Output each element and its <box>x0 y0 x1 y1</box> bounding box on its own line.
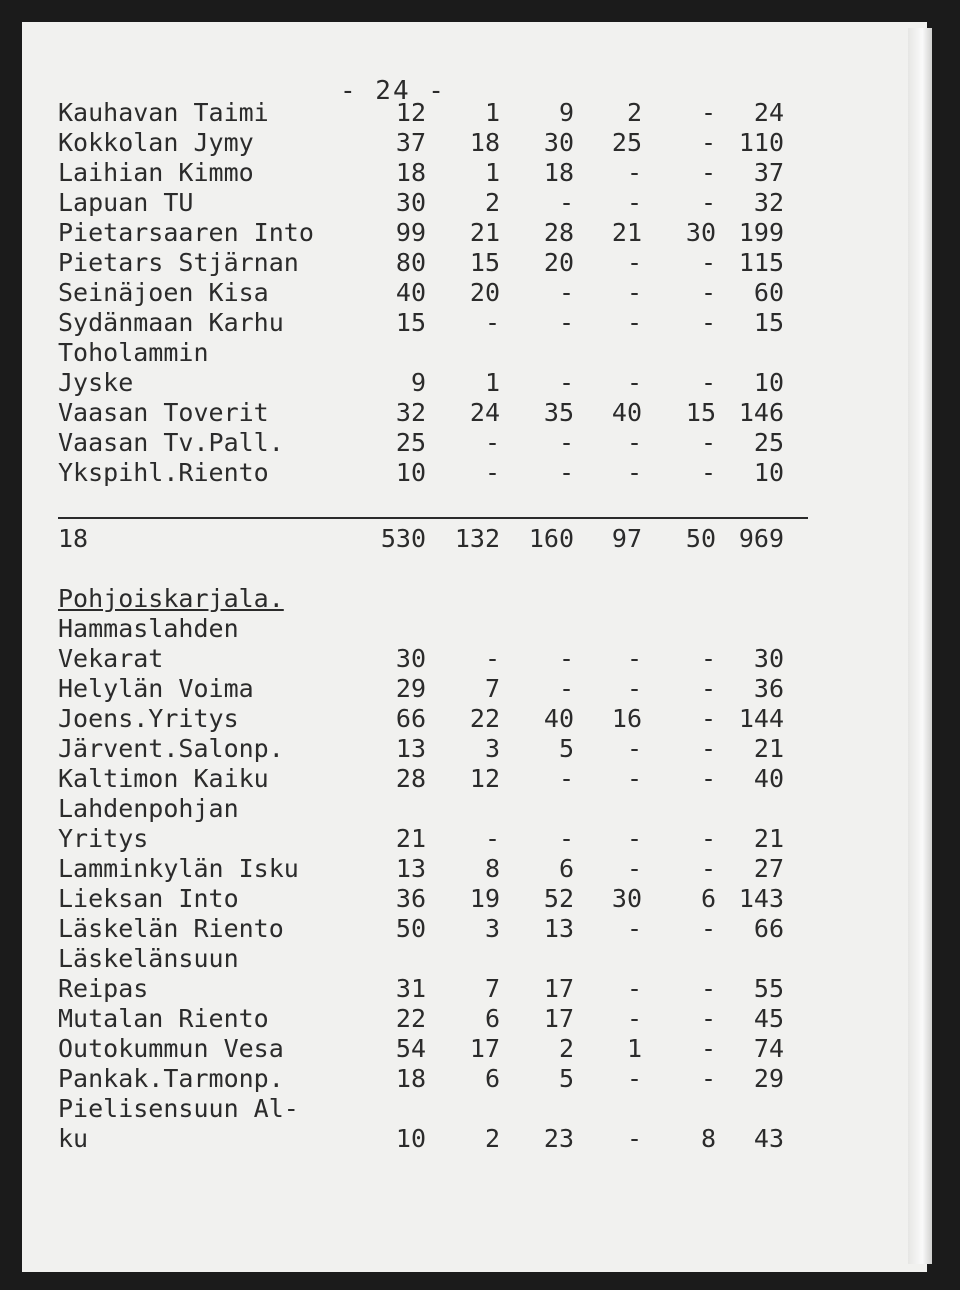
table-cell: 74 <box>753 1034 784 1063</box>
row-label: Hammaslahden <box>58 614 239 643</box>
table-cell: 9 <box>410 368 426 397</box>
table-cell: 6 <box>484 1004 500 1033</box>
table-cell: 37 <box>753 158 784 187</box>
table-cell: 30 <box>395 644 426 673</box>
row-label: Vekarat <box>58 644 164 673</box>
table-cell: 7 <box>484 674 500 703</box>
row-label: Lieksan Into <box>58 884 239 913</box>
table-cell: - <box>700 458 716 487</box>
table-cell: - <box>484 428 500 457</box>
table-cell: 13 <box>395 854 426 883</box>
table-cell: - <box>700 98 716 127</box>
table-cell: - <box>700 158 716 187</box>
table-cell: - <box>626 914 642 943</box>
table-cell: - <box>558 308 574 337</box>
table-cell: 37 <box>395 128 426 157</box>
table-cell: 1 <box>626 1034 642 1063</box>
table-cell: - <box>700 308 716 337</box>
table-cell: 6 <box>484 1064 500 1093</box>
table-cell: 2 <box>626 98 642 127</box>
page-edge <box>908 28 932 1264</box>
table-cell: - <box>700 674 716 703</box>
row-label: Läskelänsuun <box>58 944 239 973</box>
row-label: Pietarsaaren Into <box>58 218 314 247</box>
table-cell: - <box>626 188 642 217</box>
table-cell: 40 <box>611 398 642 427</box>
table-cell: 15 <box>685 398 716 427</box>
table-cell: 19 <box>469 884 500 913</box>
table-cell: - <box>626 674 642 703</box>
table-cell: - <box>558 428 574 457</box>
table-cell: 27 <box>753 854 784 883</box>
table-cell: - <box>626 824 642 853</box>
row-label: Pankak.Tarmonp. <box>58 1064 284 1093</box>
row-label: Järvent.Salonp. <box>58 734 284 763</box>
table-cell: - <box>700 734 716 763</box>
table-cell: 55 <box>753 974 784 1003</box>
table-cell: - <box>626 734 642 763</box>
table-cell: 35 <box>543 398 574 427</box>
row-label: Kauhavan Taimi <box>58 98 269 127</box>
table-cell: 30 <box>543 128 574 157</box>
table-cell: 8 <box>484 854 500 883</box>
table-cell: - <box>626 158 642 187</box>
table-cell: - <box>626 308 642 337</box>
table-cell: 21 <box>753 824 784 853</box>
table-cell: 530 <box>380 524 426 553</box>
table-cell: 40 <box>753 764 784 793</box>
row-label: Kokkolan Jymy <box>58 128 254 157</box>
table-cell: 160 <box>528 524 574 553</box>
table-cell: 17 <box>543 974 574 1003</box>
table-cell: 143 <box>738 884 784 913</box>
table-cell: 5 <box>558 1064 574 1093</box>
table-cell: - <box>700 824 716 853</box>
table-cell: - <box>700 704 716 733</box>
table-cell: 30 <box>753 644 784 673</box>
table-cell: - <box>558 644 574 673</box>
table-cell: 29 <box>753 1064 784 1093</box>
table-cell: 10 <box>753 458 784 487</box>
table-cell: - <box>626 368 642 397</box>
table-cell: 36 <box>395 884 426 913</box>
table-cell: 30 <box>611 884 642 913</box>
table-cell: 2 <box>484 1124 500 1153</box>
table-cell: 21 <box>611 218 642 247</box>
row-label: Lapuan TU <box>58 188 194 217</box>
table-cell: 21 <box>753 734 784 763</box>
table-cell: - <box>700 368 716 397</box>
table-cell: - <box>700 854 716 883</box>
table-cell: 30 <box>685 218 716 247</box>
table-cell: 110 <box>738 128 784 157</box>
table-cell: 20 <box>543 248 574 277</box>
table-cell: 144 <box>738 704 784 733</box>
table-cell: 2 <box>484 188 500 217</box>
table-cell: - <box>700 428 716 457</box>
row-label: Laihian Kimmo <box>58 158 254 187</box>
table-cell: 15 <box>753 308 784 337</box>
table-cell: - <box>700 974 716 1003</box>
table-cell: - <box>558 764 574 793</box>
table-cell: 1 <box>484 368 500 397</box>
table-cell: 8 <box>700 1124 716 1153</box>
table-cell: 50 <box>395 914 426 943</box>
table-cell: - <box>626 1064 642 1093</box>
table-cell: - <box>626 1004 642 1033</box>
table-cell: 25 <box>611 128 642 157</box>
table-cell: - <box>484 824 500 853</box>
table-cell: 18 <box>395 1064 426 1093</box>
table-cell: 36 <box>753 674 784 703</box>
table-cell: 15 <box>395 308 426 337</box>
table-cell: 66 <box>395 704 426 733</box>
table-cell: - <box>626 278 642 307</box>
table-cell: - <box>558 368 574 397</box>
table-cell: 199 <box>738 218 784 247</box>
table-cell: - <box>700 278 716 307</box>
table-cell: 25 <box>395 428 426 457</box>
table-cell: - <box>558 458 574 487</box>
table-cell: - <box>700 1064 716 1093</box>
total-rule <box>58 517 808 519</box>
table-cell: - <box>700 1004 716 1033</box>
table-cell: 5 <box>558 734 574 763</box>
row-label: Lahdenpohjan <box>58 794 239 823</box>
row-label: Ykspihl.Riento <box>58 458 269 487</box>
table-cell: - <box>484 458 500 487</box>
table-cell: - <box>700 644 716 673</box>
table-cell: 54 <box>395 1034 426 1063</box>
table-cell: 1 <box>484 158 500 187</box>
table-cell: - <box>626 458 642 487</box>
table-cell: 18 <box>543 158 574 187</box>
table-cell: 969 <box>738 524 784 553</box>
table-cell: - <box>700 128 716 157</box>
table-cell: 50 <box>685 524 716 553</box>
table-cell: 60 <box>753 278 784 307</box>
table-cell: 52 <box>543 884 574 913</box>
row-label: Sydänmaan Karhu <box>58 308 284 337</box>
table-cell: - <box>700 764 716 793</box>
row-label: Toholammin <box>58 338 209 367</box>
table-cell: 28 <box>543 218 574 247</box>
row-label: 18 <box>58 524 89 553</box>
table-cell: 3 <box>484 734 500 763</box>
page-number: - 24 - <box>340 76 446 106</box>
table-cell: 21 <box>469 218 500 247</box>
table-cell: - <box>700 248 716 277</box>
table-cell: 22 <box>469 704 500 733</box>
table-cell: 23 <box>543 1124 574 1153</box>
table-cell: - <box>558 824 574 853</box>
table-cell: 1 <box>484 98 500 127</box>
table-cell: 13 <box>395 734 426 763</box>
table-cell: 20 <box>469 278 500 307</box>
row-label: Outokummun Vesa <box>58 1034 284 1063</box>
table-cell: 3 <box>484 914 500 943</box>
table-cell: 21 <box>395 824 426 853</box>
row-label: Reipas <box>58 974 149 1003</box>
table-cell: 66 <box>753 914 784 943</box>
table-cell: - <box>700 188 716 217</box>
table-cell: 80 <box>395 248 426 277</box>
table-cell: - <box>484 644 500 673</box>
table-cell: 12 <box>469 764 500 793</box>
row-label: Jyske <box>58 368 134 397</box>
table-cell: - <box>626 428 642 457</box>
table-cell: 12 <box>395 98 426 127</box>
row-label: Pielisensuun Al- <box>58 1094 299 1123</box>
table-cell: 99 <box>395 218 426 247</box>
table-cell: - <box>626 1124 642 1153</box>
table-cell: - <box>700 1034 716 1063</box>
table-cell: 16 <box>611 704 642 733</box>
table-cell: - <box>558 278 574 307</box>
row-label: Seinäjoen Kisa <box>58 278 269 307</box>
row-label: Joens.Yritys <box>58 704 239 733</box>
table-cell: - <box>626 764 642 793</box>
row-label: Kaltimon Kaiku <box>58 764 269 793</box>
table-cell: 17 <box>543 1004 574 1033</box>
table-cell: 30 <box>395 188 426 217</box>
table-cell: 115 <box>738 248 784 277</box>
table-cell: 7 <box>484 974 500 1003</box>
table-cell: 31 <box>395 974 426 1003</box>
row-label: Vaasan Toverit <box>58 398 269 427</box>
table-cell: 40 <box>395 278 426 307</box>
table-cell: 32 <box>753 188 784 217</box>
table-cell: 32 <box>395 398 426 427</box>
table-cell: 6 <box>558 854 574 883</box>
table-cell: 25 <box>753 428 784 457</box>
table-cell: 40 <box>543 704 574 733</box>
table-cell: 28 <box>395 764 426 793</box>
table-cell: - <box>626 854 642 883</box>
table-cell: 22 <box>395 1004 426 1033</box>
table-cell: 2 <box>558 1034 574 1063</box>
row-label: Pietars Stjärnan <box>58 248 299 277</box>
row-label: Lamminkylän Isku <box>58 854 299 883</box>
table-cell: - <box>626 248 642 277</box>
table-cell: 45 <box>753 1004 784 1033</box>
table-cell: - <box>484 308 500 337</box>
row-label: ku <box>58 1124 89 1153</box>
table-cell: 10 <box>395 458 426 487</box>
table-cell: 97 <box>611 524 642 553</box>
table-cell: 6 <box>700 884 716 913</box>
table-cell: 10 <box>395 1124 426 1153</box>
table-cell: 24 <box>753 98 784 127</box>
table-cell: 43 <box>753 1124 784 1153</box>
table-cell: 17 <box>469 1034 500 1063</box>
document-page <box>22 22 927 1272</box>
row-label: Helylän Voima <box>58 674 254 703</box>
table-cell: 29 <box>395 674 426 703</box>
table-cell: 132 <box>454 524 500 553</box>
table-cell: 9 <box>558 98 574 127</box>
row-label: Yritys <box>58 824 149 853</box>
table-cell: 10 <box>753 368 784 397</box>
table-cell: 24 <box>469 398 500 427</box>
table-cell: 146 <box>738 398 784 427</box>
table-cell: - <box>558 674 574 703</box>
table-cell: - <box>700 914 716 943</box>
row-label: Läskelän Riento <box>58 914 284 943</box>
table-cell: - <box>626 644 642 673</box>
section-heading: Pohjoiskarjala. <box>58 584 284 613</box>
table-cell: 18 <box>395 158 426 187</box>
table-cell: 18 <box>469 128 500 157</box>
row-label: Vaasan Tv.Pall. <box>58 428 284 457</box>
table-cell: - <box>558 188 574 217</box>
table-cell: 15 <box>469 248 500 277</box>
table-cell: 13 <box>543 914 574 943</box>
table-cell: - <box>626 974 642 1003</box>
row-label: Mutalan Riento <box>58 1004 269 1033</box>
